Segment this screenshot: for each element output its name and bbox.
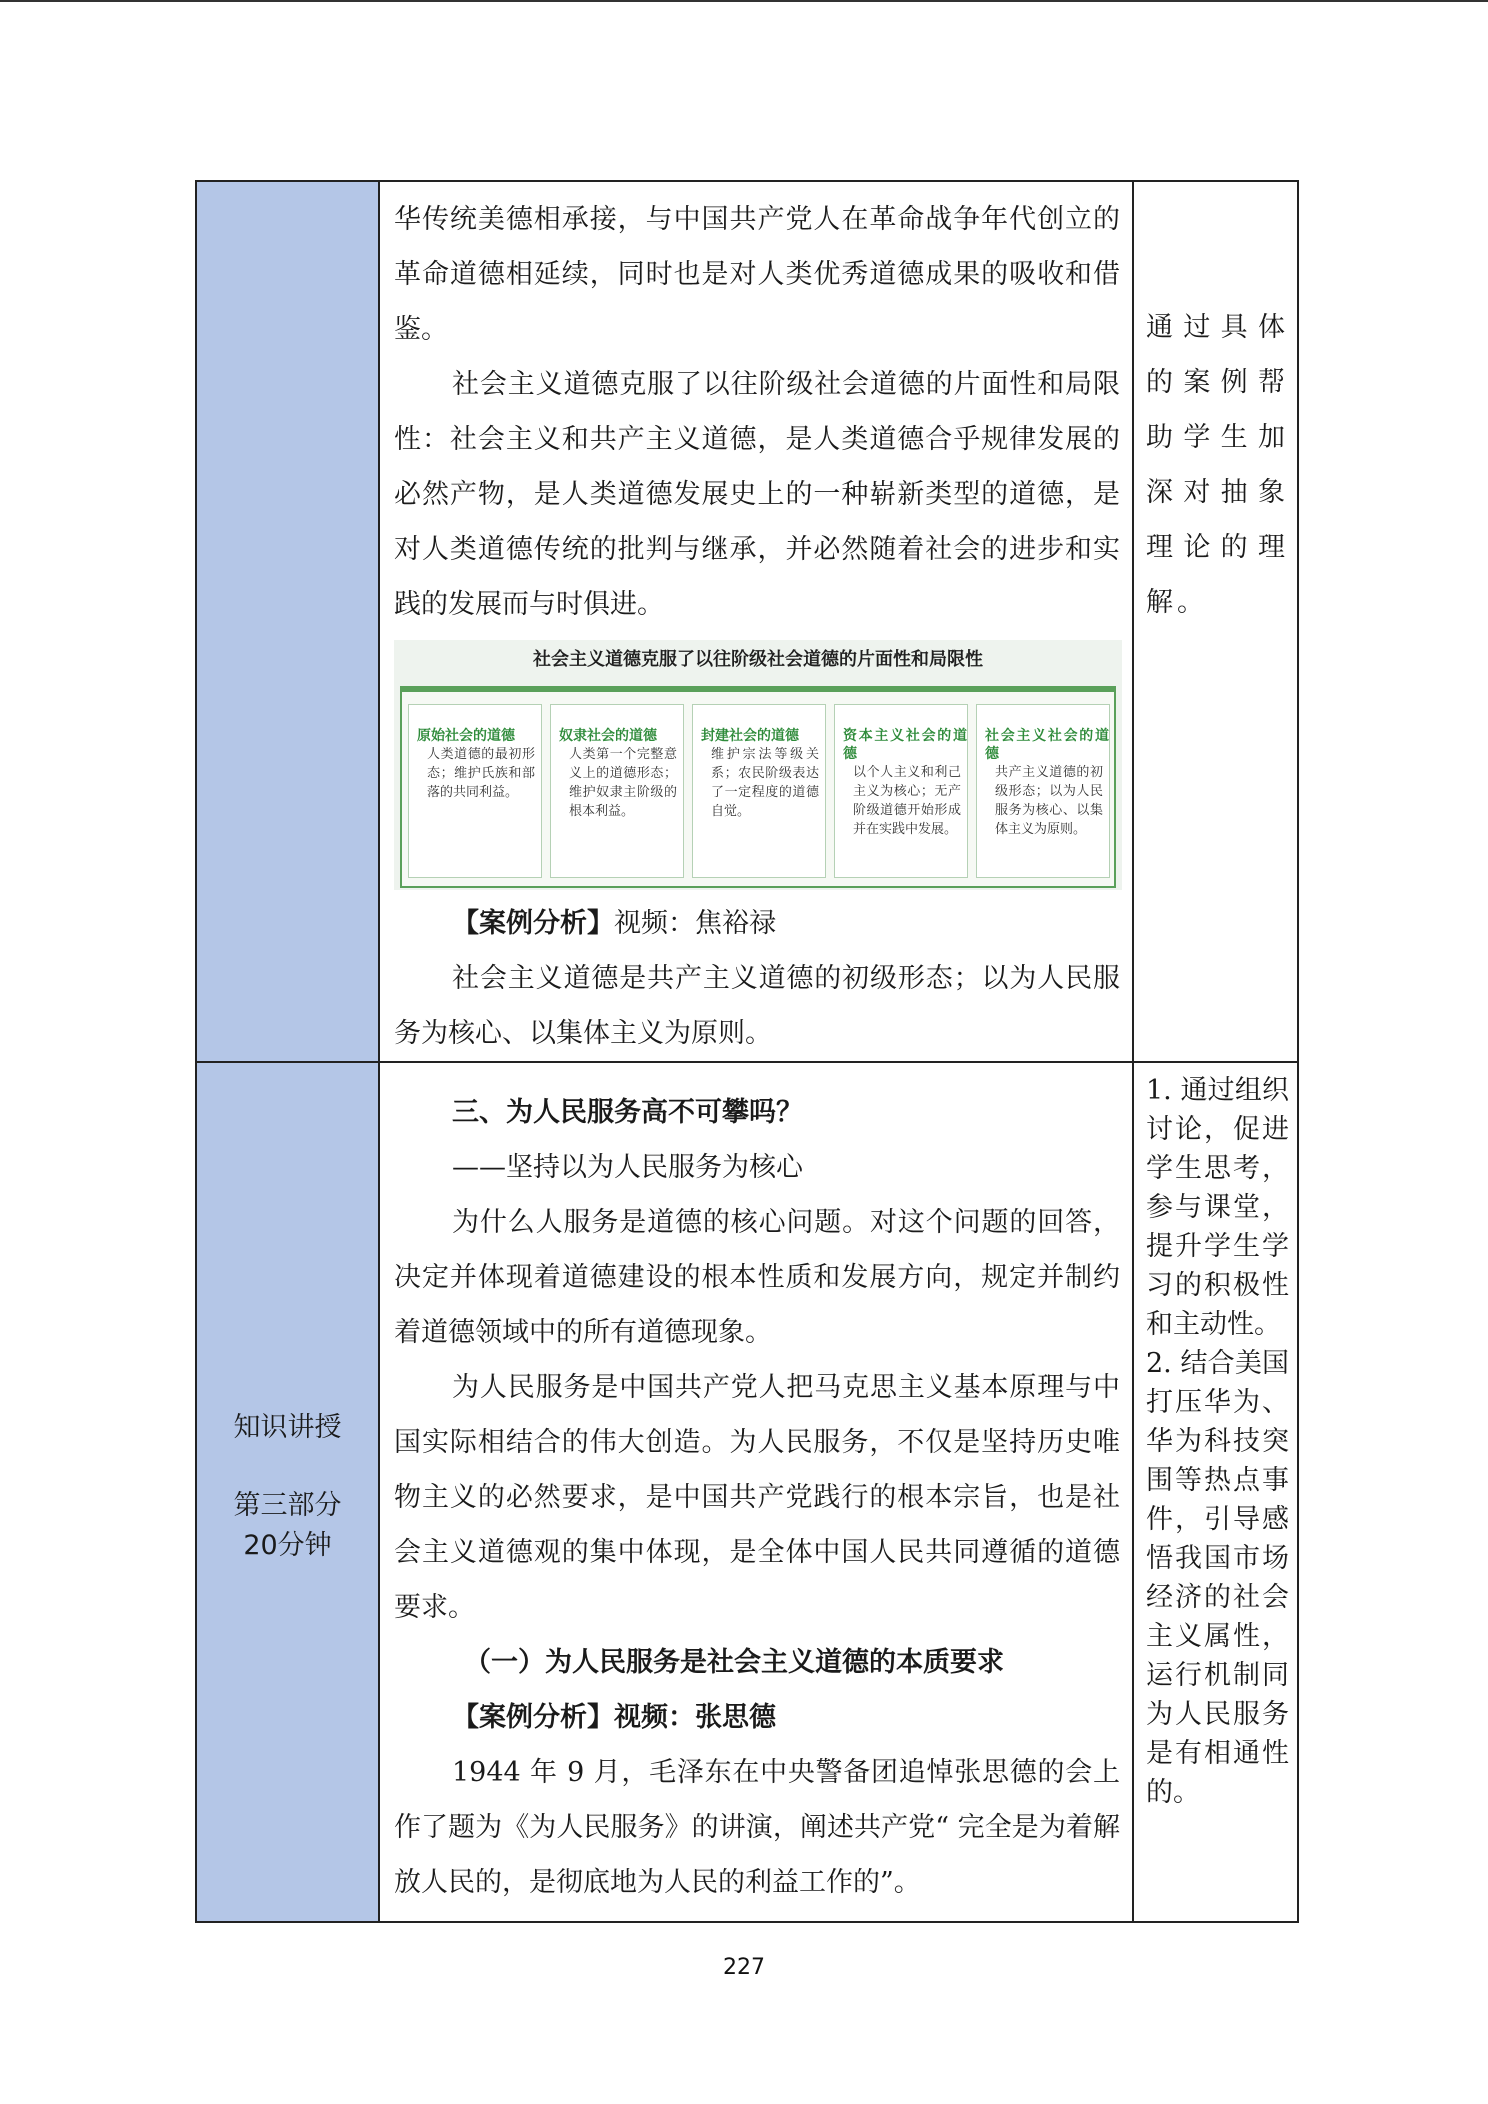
- case-analysis-jiao: [394, 896, 1120, 951]
- figure-box-title: 资本主义社会的道德: [843, 728, 967, 762]
- page-number: 227: [723, 1955, 765, 1980]
- table-row: [196, 181, 1298, 1062]
- figure-box-text: 维护宗法等级关系；农民阶级表达了一定程度的道德自觉。: [711, 747, 819, 819]
- teaching-type-label: 知识讲授: [233, 1412, 342, 1443]
- figure-frame: [400, 686, 1116, 888]
- case-analysis-zhang: 【案例分析】视频：张思德: [452, 1702, 776, 1733]
- case-text: 视频：焦裕禄: [614, 908, 776, 939]
- row1-content-cell: [379, 181, 1133, 1062]
- section-heading: 三、为人民服务高不可攀吗？: [452, 1097, 803, 1128]
- row2-side-note-1: 1. 通过组织讨论，促进学生思考，参与课堂，提升学生学习的积极性和主动性。: [1146, 1075, 1289, 1340]
- figure-title: 社会主义道德克服了以往阶级社会道德的片面性和局限性: [533, 649, 983, 670]
- row2-paragraph-3: 1944 年 9 月，毛泽东在中央警备团追悼张思德的会上作了题为《为人民服务》的讲演，阐述共产党“ 完全是为着解放人民的，是彻底地为人民的利益工作的”。: [394, 1757, 1120, 1898]
- page-top-border: [0, 0, 1488, 2]
- row1-left-cell: [196, 181, 379, 1062]
- duration-label: 20分钟: [243, 1530, 332, 1561]
- section-subheading: ——坚持以为人民服务为核心: [452, 1152, 803, 1183]
- table-row: [196, 1062, 1298, 1922]
- row1-side-cell: [1133, 181, 1298, 1062]
- row2-left-cell: [196, 1062, 379, 1922]
- figure-box-capitalist: [834, 704, 968, 878]
- section-part-label: 第三部分: [233, 1490, 342, 1521]
- figure-box-slave: [550, 704, 684, 878]
- case-label: 【案例分析】: [452, 908, 614, 939]
- row1-paragraph-2: 社会主义道德克服了以往阶级社会道德的片面性和局限性：社会主义和共产主义道德，是人类道德合乎规律发展的必然产物，是人类道德发展史上的一种崭新类型的道德，是对人类道德传统的批判与继承，并必然随着社会的进步和实践的发展而与时俱进。: [394, 369, 1120, 620]
- subsection-heading: （一）为人民服务是社会主义道德的本质要求: [464, 1647, 1004, 1678]
- figure-box-text: 以个人主义和利己主义为核心；无产阶级道德开始形成并在实践中发展。: [853, 765, 961, 837]
- row1-closing-paragraph: 社会主义道德是共产主义道德的初级形态；以为人民服务为核心、以集体主义为原则。: [394, 963, 1120, 1049]
- row2-paragraph-2: 为人民服务是中国共产党人把马克思主义基本原理与中国实际相结合的伟大创造。为人民服务，不仅是坚持历史唯物主义的必然要求，是中国共产党践行的根本宗旨，也是社会主义道德观的集中体现，是全体中国人民共同遵循的道德要求。: [394, 1372, 1120, 1623]
- figure-box-title: 原始社会的道德: [417, 728, 515, 744]
- figure-box-title: 社会主义社会的道德: [985, 728, 1109, 762]
- figure-box-primitive: [408, 704, 542, 878]
- figure-box-socialist: [976, 704, 1110, 878]
- figure-box-text: 人类道德的最初形态；维护氏族和部落的共同利益。: [427, 747, 535, 800]
- figure-box-title: 奴隶社会的道德: [559, 728, 657, 744]
- figure-box-text: 共产主义道德的初级形态；以为人民服务为核心、以集体主义为原则。: [995, 765, 1103, 837]
- row2-side-cell: [1133, 1062, 1298, 1922]
- row2-paragraph-1: 为什么人服务是道德的核心问题。对这个问题的回答，决定并体现着道德建设的根本性质和发展方向，规定并制约着道德领域中的所有道德现象。: [394, 1207, 1120, 1348]
- figure-box-title: 封建社会的道德: [701, 728, 799, 744]
- row2-side-note-2: 2. 结合美国打压华为、华为科技突围等热点事件，引导感悟我国市场经济的社会主义属性，运行机制同为人民服务是有相通性的。: [1146, 1348, 1289, 1808]
- moral-evolution-figure: [394, 640, 1122, 890]
- lesson-plan-table: [195, 180, 1299, 1923]
- figure-box-text: 人类第一个完整意义上的道德形态；维护奴隶主阶级的根本利益。: [569, 747, 677, 819]
- figure-box-feudal: [692, 704, 826, 878]
- row1-paragraph-1: 华传统美德相承接，与中国共产党人在革命战争年代创立的革命道德相延续，同时也是对人类优秀道德成果的吸收和借鉴。: [394, 204, 1120, 345]
- row2-content-cell: [379, 1062, 1133, 1922]
- row1-side-note: 通过具体的案例帮助学生加深对抽象理论的理解。: [1146, 312, 1289, 618]
